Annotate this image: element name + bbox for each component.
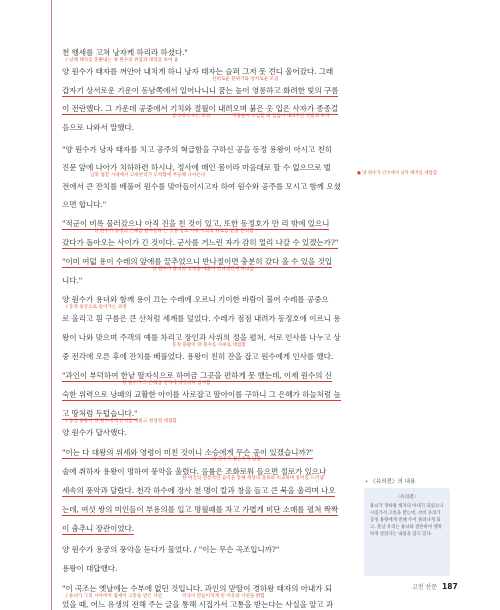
annotation: / 용녀가 그의 시아버지 집에서 고통을 받은 사연 [66,594,163,599]
passage-line: 천 행세를 고쳐 낭자케 하리라 하셨다." [62,48,188,57]
annotation: 양 원수가 겸손하게 답함 [212,457,261,462]
annotation: 악곡이 만들어지게 된 이유와 사연을 밝힘 [182,594,265,599]
sidebar-subtitle: 〈유의전〉 [395,495,419,500]
passage-line: "양 원수가 낭자 태자를 치고 공주의 혁급함을 구하신 공을 동정 용왕이 아시고 친히 [62,145,332,154]
annotation: 양 원수가 동정의 은혜를 갚아준다 는 것을 알고 사위 이외의 위로를 받을 문의함 [94,229,254,234]
passage-line: 음으로 나와서 말했다. [62,123,135,132]
passage-line: 양 원수가 답사했다. [62,428,127,437]
annotation: / 동정 용궁으로 들어가는 과정 [66,305,127,310]
passage-line: 양 원수가 용녀와 함께 용이 끄는 수레에 오르니 기이한 바람이 불어 수레를 공중으 [62,295,329,304]
passage-line: 갔다가 돌아오는 사이가 긴 것이다. 군사를 거느린 자가 감히 멀리 나갈 수 있겠는가?" [62,238,339,247]
passage-line: 양 원수가 용궁의 풍악을 듣다가 물었다. / "이는 무슨 곡조입니까?" [62,545,280,554]
sidebar-title-text: 《유의전》의 내용 [370,479,416,485]
annotation: / 동정 용왕이 양 원수에게 잔치를 베풀고 정성껏 대접함 [66,419,177,424]
passage-line: 이 춤추니 장관이었다. [62,524,135,533]
passage-line: 진문 앞에 나아가 치하하련 하시나, 정사에 매인 몸이라 마음대로 할 수 없으므로 벌 [62,163,331,172]
passage-line: "이 곡조는 옛날에는 수부에 없던 것입니다. 과인의 맏딸이 경하왕 태자의 아내가 되 [62,584,332,593]
passage-line: "적군이 비록 물러갔으나 아직 진을 친 것이 있고, 또한 동정호가 만 리 밖에 있으니 [62,219,330,228]
annotation: 남북 접할 시대에서 고위관리가 도착함에 부응해 나아온다 [90,173,206,178]
page-footer [412,582,458,591]
passage-line: 으면 합니다." [62,200,107,209]
margin-rule [51,0,52,610]
annotation: / 낭패 태자를 혼쭐내는 양 원수의 위엄과 대의를 보여 줌 [66,58,179,63]
passage-line: 는데, 여섯 쌍의 미인들이 부용의를 입고 명월패를 차고 가볍게 비단 소매를 펼쳐 짝짝 [62,505,339,514]
passage-line: 중 전각에 오른 후에 잔치를 베풀었다. 용왕이 친히 잔을 잡고 원수에게 인사를 했다. [62,352,334,361]
annotation: 지방관이 부임할 때 임금이 내려주던 깃발과 도끼 [232,114,330,119]
passage-line: 었을 때, 어느 유생의 전해 주는 글을 통해 시집가서 고통을 받는다는 사실을 알고 과 [62,600,334,609]
annotation: 동정 용왕이 양 원수를 사위로 대접함 [172,343,246,348]
passage-line: 갑자기 상서로운 기운이 동남쪽에서 일어나니니 꿈는 높이 영롱하고 화려한 빛의 구름 [62,86,339,95]
annotation: 공식에서 오는 모양 [172,114,211,119]
passage-line: "이는 다 대왕의 위세와 영령이 미친 것이니 소승에게 무슨 공이 있겠습니까?" [62,448,313,457]
passage-line: 전에서 큰 잔치를 베풀어 원수를 맞아들이시고자 하여 원수와 공주를 모시고 함께 오셨 [62,182,341,191]
page-number: 187 [442,582,458,591]
bullet-icon: • [365,479,369,485]
passage-line: 숙한 위력으로 낭패의 교활한 아이를 사로잡고 딸아이를 구하니 그 은혜가 하늘처럼 높 [62,390,341,399]
annotation: 신비로운 분위기와 상서로운 조짐 [212,77,279,82]
sidebar-box [364,488,450,576]
passage-line: 고 땅처럼 두텁습니다." [62,409,138,418]
sidebar-text: 용녀가 경하왕 태자의 아내가 되었으나 시집가서 고통을 받는데, 선비 유의가 동정 용왕에게 전해 주어 풀려나게 되고, 훗날 유의는 용녀와 결혼하여 행복하게 살았다는 내용을 담고 있다. [370,504,444,537]
passage-line: 로 올리고 흰 구름은 큰 산처럼 세계를 덮었다. 수레가 점점 내려가 동정호에 이르니 용 [62,314,341,323]
passage-line: 니다." [62,276,83,285]
annotation: 한 여인의 전통적인 음악을 통해 세상의 풍류와 비교하며 흥미를 드러냄 [182,476,324,481]
passage-line: 용왕이 대답했다. [62,564,118,573]
passage-line: 왕이 나와 맞으며 주객의 예를 차리고 장인과 사위의 정을 펼쳐, 서로 인사를 나누고 상 [62,333,341,342]
annotation: 양 원수가 그 은혜를 천지에 비유하며 감사함 [122,381,211,386]
passage-line: 이 전란했다. 그 가운데 공중에서 기치와 절월이 내려오며 붉은 옷 입은 사자가 종종걸 [62,104,339,113]
margin-note: ● 양 원수가 인조에서 낭자 태자를 제압함 [357,171,438,176]
passage-line: "과인이 부덕하여 한낱 딸자식으로 하여금 그곳을 편하게 못 했는데, 이제 원수의 신 [62,371,332,380]
passage-line: 술에 취하자 용왕이 명하여 풍악을 울렸다. 음률은 조화로워 들으면 절로가 있으나 [62,467,327,476]
annotation: 양 원수가 용녀의 동정을 베풀어 반나절만에 다녀옴 [152,267,254,272]
passage-line: "이미 여덟 용이 수레의 앞에를 끌추었으니 반나절이면 충분히 갔다 올 수 있을 것입 [62,257,332,266]
sidebar-title [365,477,415,485]
section-name: 고전 산문 [412,584,438,591]
passage-line: 세속의 풍악과 달랐다. 천각 하수에 장사 천 명이 칼과 창을 들고 큰 북을 울리며 나오 [62,486,336,495]
passage-line: 양 원수가 태자를 껴안아 내치게 하니 낭자 태자는 슬퍼 그저 못 견디 울어갔다. 그래 [62,67,334,76]
